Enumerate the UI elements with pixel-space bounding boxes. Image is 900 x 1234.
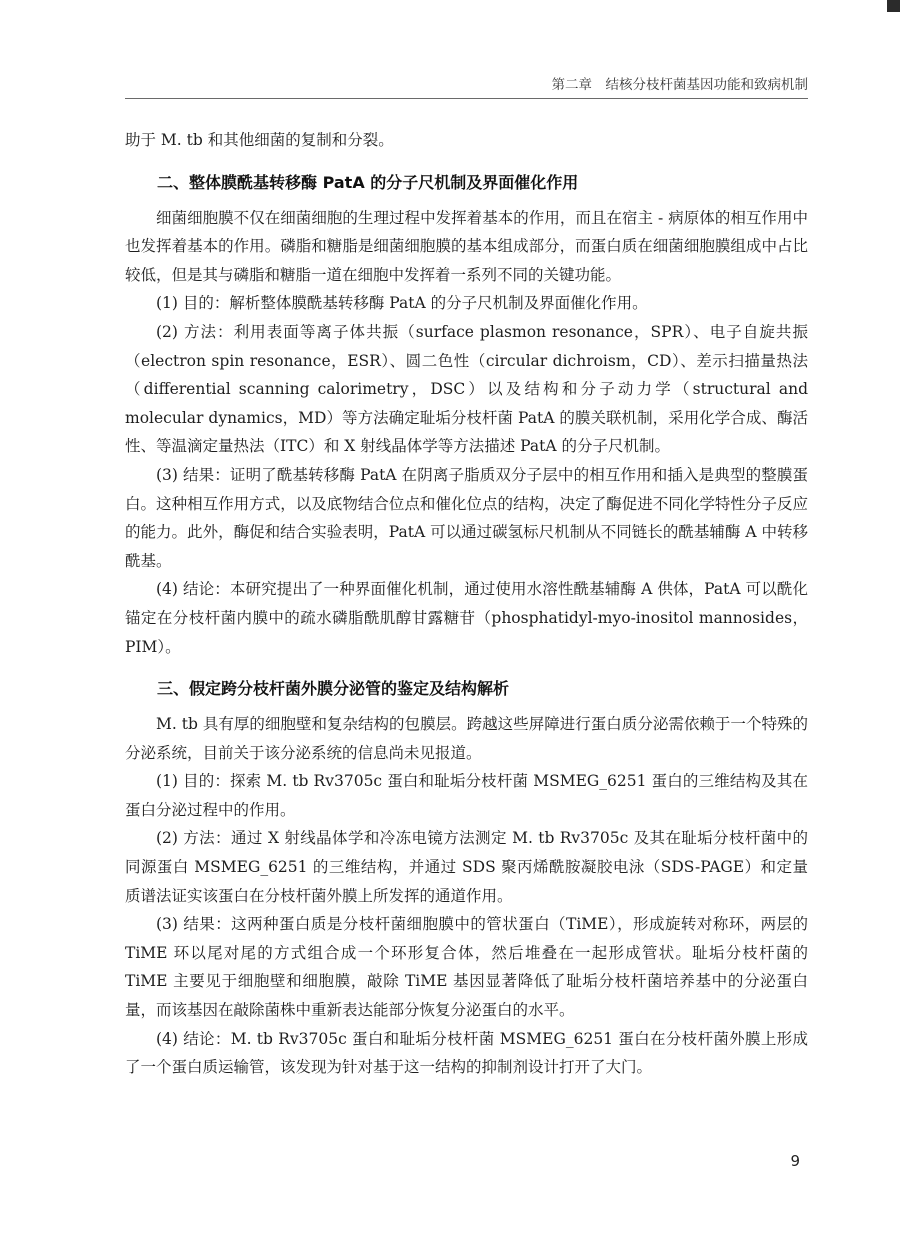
corner-crop-mark [887, 0, 900, 12]
paragraph-continuation: 助于 M. tb 和其他细菌的复制和分裂。 [125, 131, 394, 149]
paragraph-results-1: (3) 结果：证明了酰基转移酶 PatA 在阴离子脂质双分子层中的相互作用和插入是典型的整膜蛋白。这种相互作用方式，以及底物结合位点和催化位点的结构，决定了酶促进不同化学特性分子反应的能力。此外，酶促和结合实验表明，PatA 可以通过碳氢标尺机制从不同链长的酰基辅酶 A 中转移酰基。 [125, 465, 808, 570]
paragraph-intro-membrane: 细菌细胞膜不仅在细菌细胞的生理过程中发挥着基本的作用，而且在宿主 - 病原体的相互作用中也发挥着基本的作用。磷脂和糖脂是细菌细胞膜的基本组成部分，而蛋白质在细菌细胞膜组成中占比较低，但是其与磷脂和糖脂一道在细胞中发挥着一系列不同的关键功能。 [125, 208, 808, 284]
section-heading-2: 二、整体膜酰基转移酶 PatA 的分子尺机制及界面催化作用 [157, 172, 579, 192]
page-number: 9 [790, 1152, 800, 1170]
section-heading-3: 三、假定跨分枝杆菌外膜分泌管的鉴定及结构解析 [157, 679, 510, 699]
chapter-title: 第二章 结核分枝杆菌基因功能和致病机制 [551, 77, 808, 93]
paragraph-objective-2: (1) 目的：探索 M. tb Rv3705c 蛋白和耻垢分枝杆菌 MSMEG_6251 蛋白的三维结构及其在蛋白分泌过程中的作用。 [125, 772, 808, 819]
paragraph-conclusion-2: (4) 结论：M. tb Rv3705c 蛋白和耻垢分枝杆菌 MSMEG_6251 蛋白在分枝杆菌外膜上形成了一个蛋白质运输管，该发现为针对基于这一结构的抑制剂设计打开了大门。 [125, 1029, 808, 1077]
paragraph-results-2: (3) 结果：这两种蛋白质是分枝杆菌细胞膜中的管状蛋白（TiME），形成旋转对称环，两层的 TiME 环以尾对尾的方式组合成一个环形复合体，然后堆叠在一起形成管状。耻垢分枝杆菌的 TiME 主要见于细胞壁和细胞膜，敲除 TiME 基因显著降低了耻垢分枝杆菌培养基中的分泌蛋白量，而该基因在敲除菌株中重新表达能部分恢复分泌蛋白的水平。 [125, 915, 808, 1020]
paragraph-conclusion-1: (4) 结论：本研究提出了一种界面催化机制，通过使用水溶性酰基辅酶 A 供体，PatA 可以酰化锚定在分枝杆菌内膜中的疏水磷脂酰肌醇甘露糖苷（phosphatidyl-myo-inositol mannosides，PIM）。 [125, 580, 808, 656]
running-header [125, 76, 808, 99]
paragraph-methods-1: (2) 方法：利用表面等离子体共振（surface plasmon resonance，SPR）、电子自旋共振（electron spin resonance，ESR）、圆二色性（circular dichroism，CD）、差示扫描量热法（differential scanning calorimetry，DSC）以及结构和分子动力学（structural and molecular dynamics，MD）等方法确定耻垢分枝杆菌 PatA 的膜关联机制，采用化学合成、酶活性、等温滴定量热法（ITC）和 X 射线晶体学等方法描述 PatA 的分子尺机制。 [125, 322, 808, 456]
paragraph-intro-secretion: M. tb 具有厚的细胞壁和复杂结构的包膜层。跨越这些屏障进行蛋白质分泌需依赖于一个特殊的分泌系统，目前关于该分泌系统的信息尚未见报道。 [125, 715, 808, 762]
page-body [125, 126, 808, 1082]
paragraph-methods-2: (2) 方法：通过 X 射线晶体学和冷冻电镜方法测定 M. tb Rv3705c 及其在耻垢分枝杆菌中的同源蛋白 MSMEG_6251 的三维结构，并通过 SDS 聚丙烯酰胺凝胶电泳（SDS-PAGE）和定量质谱法证实该蛋白在分枝杆菌外膜上所发挥的通道作用。 [125, 829, 808, 905]
paragraph-objective-1: (1) 目的：解析整体膜酰基转移酶 PatA 的分子尺机制及界面催化作用。 [156, 294, 648, 313]
